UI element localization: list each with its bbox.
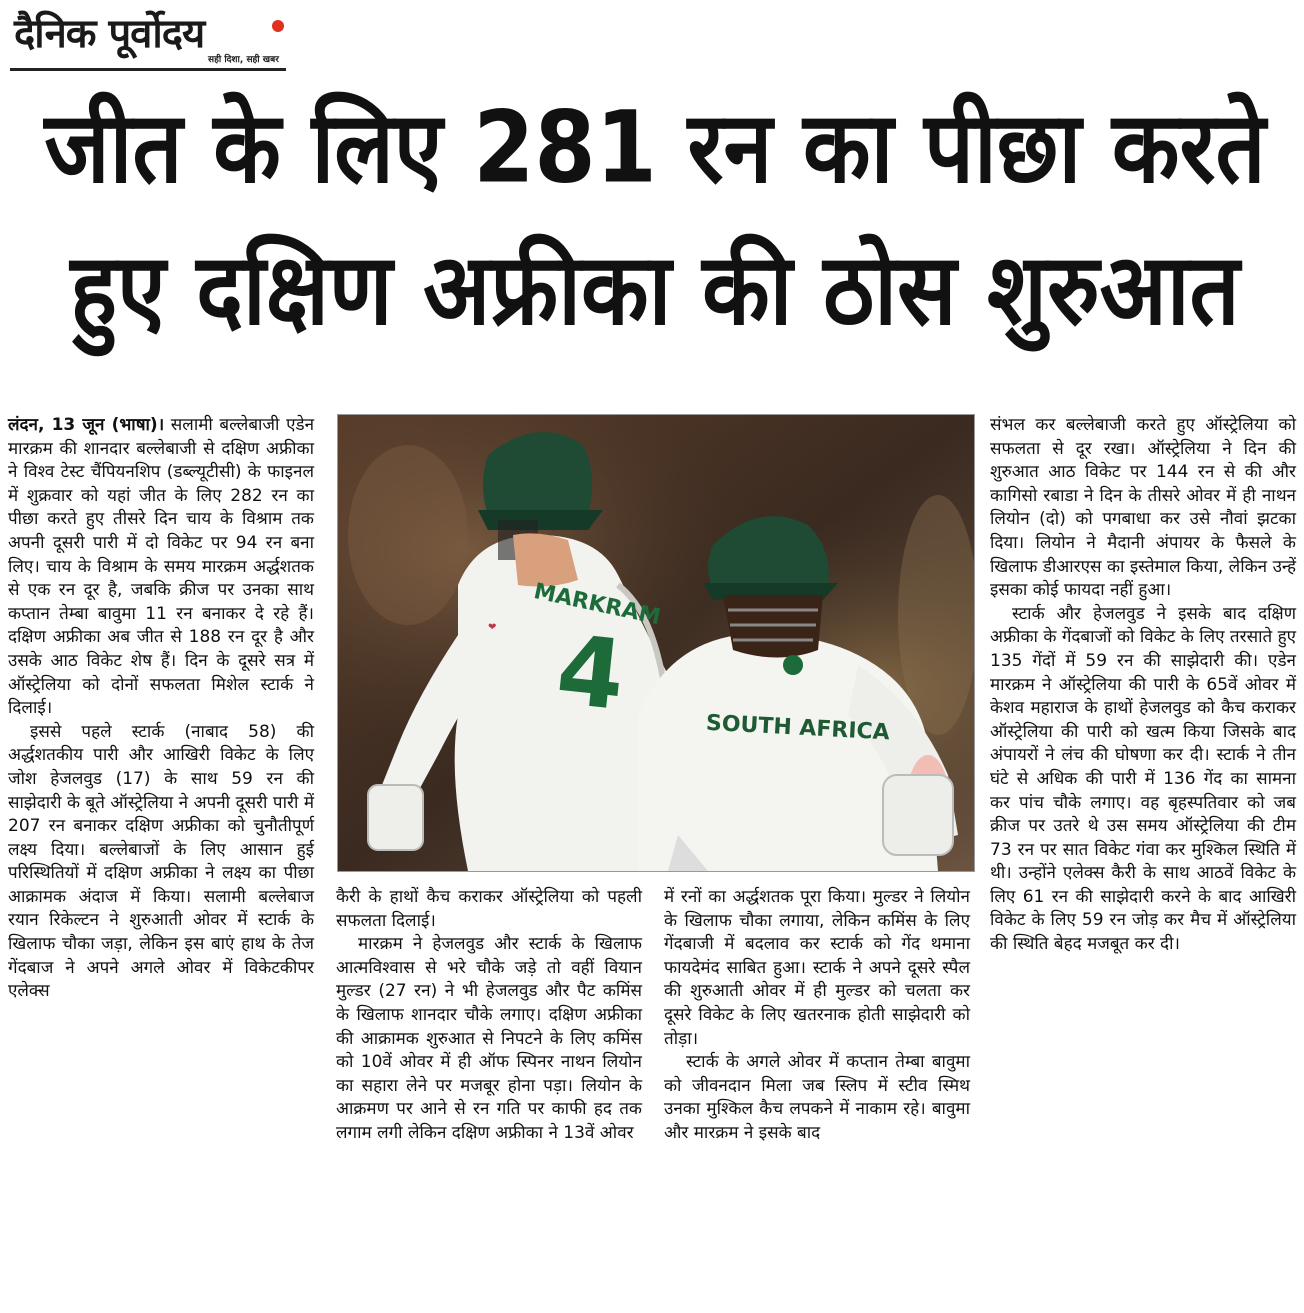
article-text: सलामी बल्लेबाजी एडेन मारक्रम की शानदार बल्लेबाजी से दक्षिण अफ्रीका ने विश्व टेस्ट चैंपियनशिप (डब्ल्यूटीसी) के फाइनल में शुक्रवार को यहां जीत के लिए 282 रन का पीछा करते हुए तीसरे दिन चाय के विश्राम तक अपनी दूसरी पारी में दो विकेट पर 94 रन बना लिए। चाय के विश्राम के समय मारक्रम अर्द्धशतक से एक रन दूर है, जबकि क्रीज पर उनका साथ कप्तान तेम्बा बावुमा 11 रन बनाकर दे रहे हैं। दक्षिण अफ्रीका अब जीत से 188 रन दूर है और उसके आठ विकेट शेष हैं। दिन के दूसरे सत्र में ऑस्ट्रेलिया को दोनों सफलता मिशेल स्टार्क ने दिलाई। <box>8 415 315 719</box>
article-paragraph: कैरी के हाथों कैच कराकर ऑस्ट्रेलिया को पहली सफलता दिलाई। <box>336 887 642 931</box>
article-paragraph: इससे पहले स्टार्क (नाबाद 58) की अर्द्धशतकीय पारी और आखिरी विकेट के लिए जोश हेजलवुड (17) के साथ 59 रन की साझेदारी के बूते ऑस्ट्रेलिया ने अपनी दूसरी पारी में 207 रन बनाकर दक्षिण अफ्रीका को चुनौतीपूर्ण लक्ष्य दिया। बल्लेबाजों के लिए आसान हुई परिस्थितियों में दक्षिण अफ्रीका ने लक्ष्य का पीछा आक्रामक अंदाज में किया। सलामी बल्लेबाज रयान रिकेल्टन ने शुरुआती ओवर में स्टार्क के खिलाफ चौका जड़ा, लेकिन इस बाएं हाथ के तेज गेंदबाज ने अपने अगले ओवर में विकेटकीपर एलेक्स <box>8 721 314 1002</box>
headline-line-2: हुए दक्षिण अफ्रीका की ठोस शुरुआत <box>70 231 1240 348</box>
masthead-rule <box>10 68 286 71</box>
masthead <box>10 6 290 72</box>
headline-line-1: जीत के लिए 281 रन का पीछा करते <box>44 89 1266 206</box>
article-paragraph: स्टार्क और हेजलवुड ने इसके बाद दक्षिण अफ्रीका के गेंदबाजों को विकेट के लिए तरसाते हुए 135 गेंदों में 59 रन की साझेदारी की। एडेन मारक्रम ने ऑस्ट्रेलिया की पारी के 65वें ओवर में केशव महाराज के हाथों हेजलवुड को कैच कराकर ऑस्ट्रेलिया की पारी को खत्म किया जिसके बाद अंपायरों ने लंच की घोषणा कर दी। स्टार्क ने तीन घंटे से अधिक की पारी में 136 गेंद का सामना कर पांच चौके लगाए। वह बृहस्पतिवार को जब क्रीज पर उतरे थे उस समय ऑस्ट्रेलिया की टीम 73 रन पर सात विकेट गंवा कर मुश्किल स्थिति में थी। उन्होंने एलेक्स कैरी के साथ आठवें विकेट के लिए 61 रन की साझेदारी करने के बाद आखिरी विकेट के लिए 59 रन जोड़ कर मैच में ऑस्ट्रेलिया की स्थिति बेहद मजबूत कर दी। <box>990 603 1296 955</box>
article-paragraph: मारक्रम ने हेजलवुड और स्टार्क के खिलाफ आत्मविश्वास से भरे चौके जड़े तो वहीं वियान मुल्डर (27 रन) ने भी हेजलवुड और पैट कमिंस के खिलाफ शानदार चौके लगाए। दक्षिण अफ्रीका की आक्रामक शुरुआत से निपटने के लिए कमिंस को 10वें ओवर में ही ऑफ स्पिनर नाथन लियोन का सहारा लेने पर मजबूर होना पड़ा। लियोन के आक्रमण पर आने से रन गति पर काफी हद तक लगाम लगी लेकिन दक्षिण अफ्रीका ने 13वें ओवर <box>336 934 642 1143</box>
article-column-2 <box>336 886 642 1146</box>
article-column-4 <box>990 414 1296 957</box>
article-column-3 <box>664 886 970 1146</box>
jersey-name: MARKRAM <box>531 579 663 631</box>
batting-glove-icon <box>368 785 423 850</box>
article-paragraph: में रनों का अर्द्धशतक पूरा किया। मुल्डर ने लियोन के खिलाफ चौका लगाया, लेकिन कमिंस के लिए गेंदबाजी में बदलाव कर स्टार्क को गेंद थमाना फायदेमंद साबित हुआ। स्टार्क ने अपने दूसरे स्पैल की शुरुआती ओवर में ही मुल्डर को चलता कर दूसरे विकेट के लिए खतरनाक होती साझेदारी को तोड़ा। <box>664 887 970 1049</box>
newspaper-logo: दैनिक पूर्वोदय <box>14 11 205 57</box>
article-paragraph <box>8 414 314 721</box>
batting-glove-icon <box>883 775 953 855</box>
team-crest-icon <box>783 655 803 675</box>
jersey-number: 4 <box>551 613 630 733</box>
article-paragraph: संभल कर बल्लेबाजी करते हुए ऑस्ट्रेलिया को सफलता से दूर रखा। ऑस्ट्रेलिया ने दिन की शुरुआत आठ विकेट पर 144 रन से की और कागिसो रबाडा ने दिन के तीसरे ओवर में ही नाथन लियोन (दो) को पगबाधा कर उसे नौवां झटका दिया। लियोन ने मैदानी अंपायर के फैसले के खिलाफ डीआरएस का इस्तेमाल किया, लेकिन उन्हें इसका कोई फायदा नहीं हुआ। <box>990 415 1296 601</box>
logo-dot-icon <box>272 20 284 32</box>
sponsor-logo-icon: ❤ <box>488 622 497 633</box>
article-column-1 <box>8 414 314 1004</box>
dateline: लंदन, 13 जून (भाषा)। <box>8 415 165 435</box>
masthead-tagline: सही दिशा, सही खबर <box>208 55 279 65</box>
jersey-team: SOUTH AFRICA <box>705 710 891 746</box>
cricket-players-image <box>338 415 974 871</box>
match-photo <box>337 414 975 872</box>
headline <box>20 89 1290 348</box>
article-paragraph: स्टार्क के अगले ओवर में कप्तान तेम्बा बावुमा को जीवनदान मिला जब स्लिप में स्टीव स्मिथ उनका मुश्किल कैच लपकने में नाकाम रहे। बावुमा और मारक्रम ने इसके बाद <box>664 1052 970 1143</box>
